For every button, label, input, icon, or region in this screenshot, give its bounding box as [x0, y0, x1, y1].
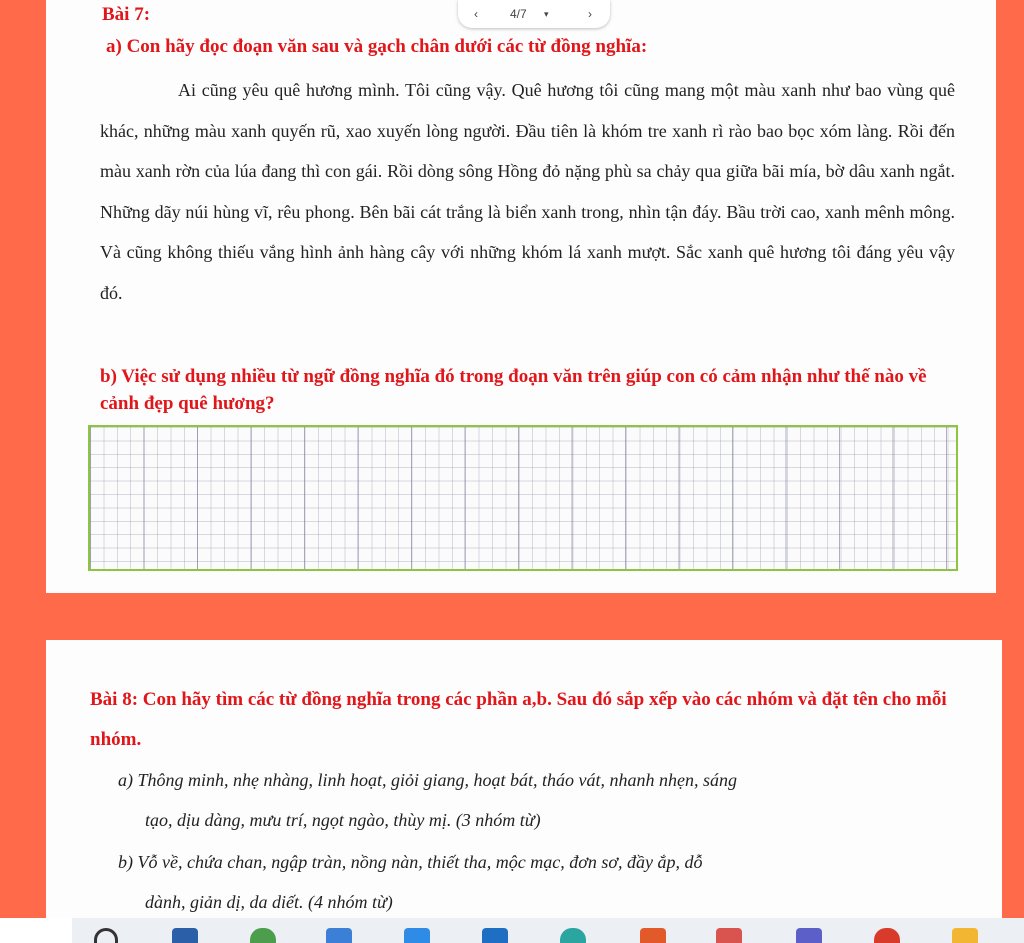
edge-icon[interactable]	[560, 928, 586, 943]
answer-writing-grid	[88, 425, 958, 571]
document-page-2	[46, 640, 1002, 920]
taskbar	[0, 918, 1024, 943]
exercise-7-question-a: a) Con hãy đọc đoạn văn sau và gạch chân dưới các từ đồng nghĩa:	[106, 36, 648, 57]
chrome-icon-2[interactable]	[874, 928, 900, 943]
file-explorer-icon[interactable]	[172, 928, 198, 943]
exercise-7-paragraph	[100, 70, 955, 313]
previous-page-button[interactable]: ‹	[474, 7, 478, 21]
paragraph-text: Ai cũng yêu quê hương mình. Tôi cũng vậy. Quê hương tôi cũng mang một màu xanh như bao vùng quê khác, những màu xanh quyến rũ, xao xuyến lòng người. Đầu tiên là khóm tre xanh rì rào bao bọc xóm làng. Rồi đến màu xanh rờn của lúa đang thì con gái. Rồi dòng sông Hồng đỏ nặng phù sa chảy qua giữa bãi mía, bờ dâu xanh ngắt. Những dãy núi hùng vĩ, rêu phong. Bên bãi cát trắng là biển xanh trong, nhìn tận đáy. Bầu trời cao, xanh mênh mông. Và cũng không thiếu vắng hình ảnh hàng cây với những khóm lá xanh mượt. Sắc xanh quê hương tôi đáng yêu vậy đó.	[100, 80, 955, 303]
exercise-7-title: Bài 7:	[102, 4, 151, 25]
zalo-icon[interactable]	[404, 928, 430, 943]
exercise-8-item-a	[118, 760, 968, 840]
item-a-line-1: a) Thông minh, nhẹ nhàng, linh hoạt, giỏi giang, hoạt bát, tháo vát, nhanh nhẹn, sáng	[118, 770, 737, 790]
zoom-icon[interactable]	[326, 928, 352, 943]
windows-icon[interactable]	[640, 928, 666, 943]
store-icon[interactable]	[482, 928, 508, 943]
item-b-line-2: dành, giản dị, da diết. (4 nhóm từ)	[145, 892, 393, 912]
teams-icon[interactable]	[796, 928, 822, 943]
folder-icon[interactable]	[952, 928, 978, 943]
exercise-8-item-b	[118, 842, 968, 922]
search-icon[interactable]	[94, 928, 118, 943]
exercise-8-title: Bài 8: Con hãy tìm các từ đồng nghĩa trong các phần a,b. Sau đó sắp xếp vào các nhóm và đặt tên cho mỗi nhóm.	[90, 689, 947, 750]
page-indicator: 4/7	[510, 7, 527, 21]
item-b-line-1: b) Vỗ về, chứa chan, ngập tràn, nồng nàn, thiết tha, mộc mạc, đơn sơ, đầy ắp, dỗ	[118, 852, 703, 872]
exercise-7-question-b: b) Việc sử dụng nhiều từ ngữ đồng nghĩa đó trong đoạn văn trên giúp con có cảm nhận như thế nào về cảnh đẹp quê hương?	[100, 366, 927, 414]
document-page-1	[46, 0, 996, 593]
next-page-button[interactable]: ›	[588, 7, 592, 21]
item-a-line-2: tạo, dịu dàng, mưu trí, ngọt ngào, thùy mị. (3 nhóm từ)	[145, 810, 541, 830]
chrome-icon[interactable]	[250, 928, 276, 943]
calendar-icon[interactable]	[716, 928, 742, 943]
taskbar-left-area	[0, 918, 72, 943]
page-navigator	[458, 0, 610, 28]
page-dropdown-icon[interactable]: ▾	[544, 9, 549, 19]
